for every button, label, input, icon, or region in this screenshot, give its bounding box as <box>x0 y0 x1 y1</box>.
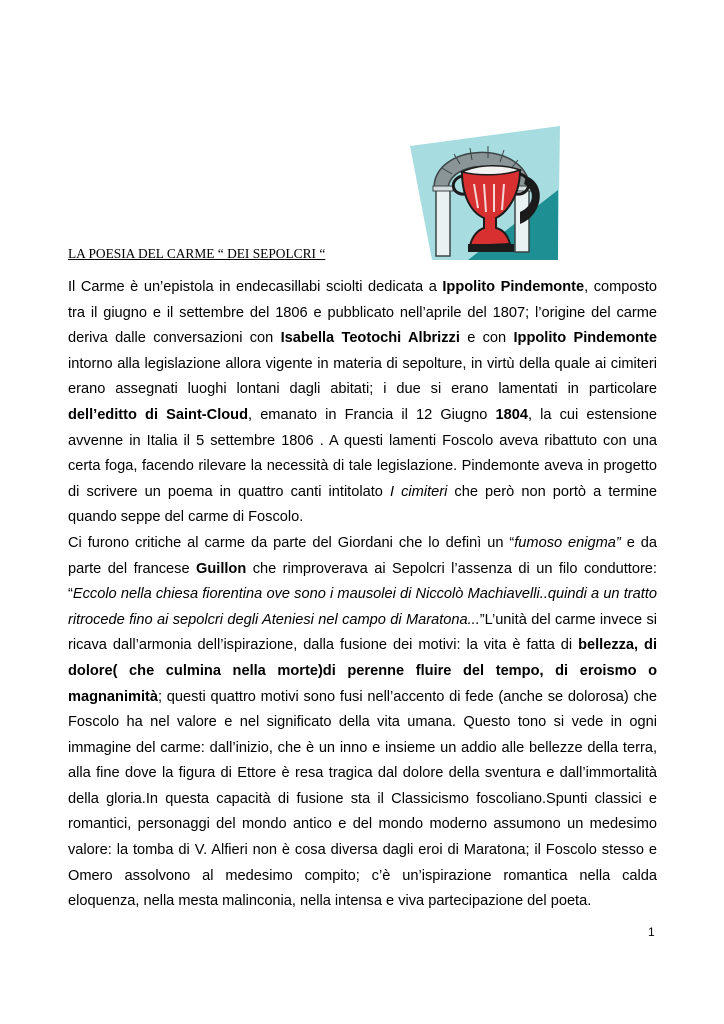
text-run: Il Carme è un’epistola in endecasillabi sciolti dedicata a <box>68 279 443 295</box>
text-run: , emanato in Francia il 12 Giugno <box>248 406 496 423</box>
bold-name-albrizzi: Isabella Teotochi Albrizzi <box>280 330 460 347</box>
page-number: 1 <box>648 925 655 939</box>
italic-quote-guillon: Eccolo nella chiesa fiorentina ove sono i mausolei di Niccolò Machiavelli..quindi a un tratto ritrocede fino ai sepolcri degli Ateniesi nel campo di Maratona... <box>68 586 657 628</box>
document-body <box>68 275 657 915</box>
bold-name-guillon: Guillon <box>196 560 247 577</box>
title-closing-quote: “ <box>315 246 326 261</box>
text-run: ”L’unità del carme invece si ricava dall’armonia dell’ispirazione, dalla fusione dei motivi: la vita è fatta di <box>68 611 657 654</box>
text-run: e da parte del francese <box>68 534 657 577</box>
title-text: LA POESIA DEL CARME “ DEI SEPOLCRI <box>68 246 316 261</box>
bold-name-pindemonte: Ippolito Pindemonte <box>513 330 657 347</box>
bold-motifs: bellezza, di dolore( che culmina nella morte)di perenne fluire del tempo, di eroismo o magnanimità <box>68 637 658 705</box>
italic-poem-title: I cimiteri <box>389 483 448 500</box>
text-run: che però non portò a termine quando seppe del carme di Foscolo. <box>68 483 657 526</box>
text-run: e con <box>459 330 514 347</box>
italic-quote-giordani: fumoso enigma” <box>514 534 621 551</box>
text-run: Ci furono critiche al carme da parte del Giordani che lo definì un “ <box>68 534 515 551</box>
text-run: , la cui estensione avvenne in Italia il 5 settembre 1806 . A questi lamenti Foscolo aveva ribattuto con una certa foga, facendo rilevare la necessità di tale legislazione. Pindemonte aveva in progetto di scrivere un poema in quattro canti intitolato <box>68 406 658 500</box>
greek-urn-under-arch-icon <box>408 124 562 264</box>
left-column <box>436 188 450 256</box>
text-run: intorno alla legislazione allora vigente in materia di sepolture, in virtù della quale ai cimiteri erano assegnati luoghi lontani dagli abitati; i due si erano lamentati in particolare <box>68 355 657 398</box>
text-run: , composto tra il giugno e il settembre del 1806 e pubblicato nell’aprile del 1807; l’origine del carme deriva dalle conversazioni con <box>68 279 657 347</box>
bold-edict: dell’editto di Saint-Cloud <box>68 406 249 423</box>
paragraph-criticism <box>68 531 657 915</box>
paragraph-origin <box>68 275 657 531</box>
document-title <box>68 246 325 262</box>
bold-year: 1804 <box>495 406 528 423</box>
text-run: che rimproverava ai Sepolcri l’assenza di un filo conduttore: “ <box>68 560 657 603</box>
text-run: ; questi quattro motivi sono fusi nell’accento di fede (anche se dolorosa) che Foscolo ha nel valore e nel significato della vita umana. Questo tono si vede in ogni immagine del carme: dall’inizio, che è un inno e insieme un addio alle bellezze della terra, alla fine dove la figura di Ettore è resa tragica dal dolore della sventura e dall’immortalità della gloria.In questa capacità di fusione sta il Classicismo foscoliano.Spunti classici e romantici, personaggi del mondo antico e del mondo moderno assumono un medesimo valore: la tomba di V. Alfieri non è cosa diversa dagli eroi di Maratona; il Foscolo stesso e Omero assolvono al medesimo compito; c’è un’ispirazione romantica nella calda eloquenza, nella mesta malinconia, nella intensa e viva partecipazione del poeta. <box>68 688 657 910</box>
bold-name-pindemonte: Ippolito Pindemonte <box>442 279 585 295</box>
